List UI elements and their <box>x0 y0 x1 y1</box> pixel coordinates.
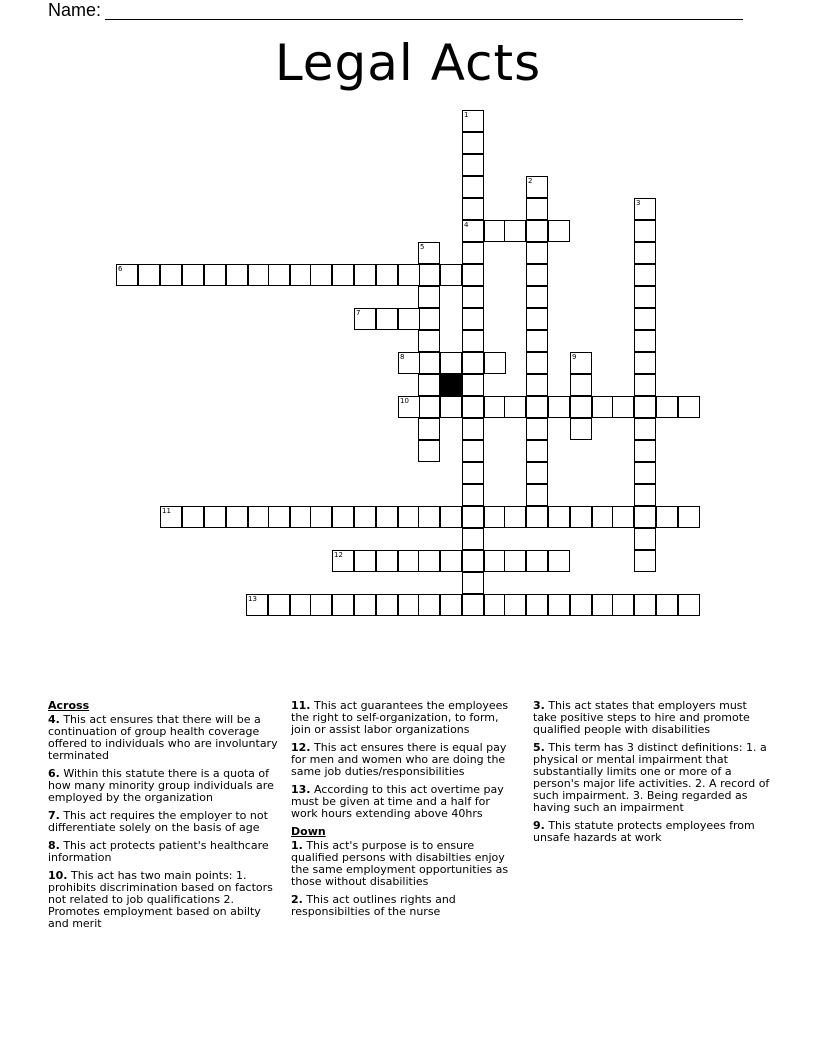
grid-cell[interactable] <box>548 220 570 242</box>
clue-down-5: 5. This term has 3 distinct definitions: 1. a physical or mental impairment that substantially limits one or more of a person's major life activities. 2. A record of such impairment. 3. Being regarded as having such an impairment <box>533 741 770 814</box>
grid-cell[interactable] <box>462 528 484 550</box>
grid-cell[interactable] <box>354 550 376 572</box>
clue-across-11: 11. This act guarantees the employees the right to self-organization, to form, join or assist labor organizations <box>291 699 509 736</box>
grid-cell[interactable] <box>592 506 614 528</box>
grid-cell[interactable] <box>570 594 592 616</box>
grid-cell[interactable] <box>226 506 248 528</box>
grid-cell[interactable] <box>526 462 548 484</box>
grid-cell[interactable] <box>418 594 440 616</box>
grid-cell[interactable] <box>634 528 656 550</box>
grid-cell[interactable] <box>462 132 484 154</box>
grid-cell[interactable] <box>570 418 592 440</box>
clue-number-1: 1 <box>464 111 469 119</box>
clue-number-5: 5 <box>420 243 425 251</box>
clue-across-4: 4. This act ensures that there will be a continuation of group health coverage offered to individuals who are involuntary terminated <box>48 713 278 762</box>
clue-across-13: 13. According to this act overtime pay must be given at time and a half for work hours extending above 40hrs <box>291 783 504 820</box>
page-title: Legal Acts <box>274 34 542 92</box>
grid-cell[interactable] <box>678 506 700 528</box>
grid-cell[interactable] <box>440 506 462 528</box>
grid-cell[interactable] <box>634 352 656 374</box>
grid-cell[interactable] <box>204 506 226 528</box>
grid-cell[interactable] <box>310 594 332 616</box>
grid-cell[interactable] <box>440 264 462 286</box>
grid-cell[interactable] <box>504 220 526 242</box>
grid-cell[interactable] <box>484 506 506 528</box>
clue-number-11: 11 <box>162 507 171 515</box>
grid-cell[interactable] <box>484 594 506 616</box>
grid-cell[interactable] <box>462 198 484 220</box>
grid-cell[interactable] <box>548 396 570 418</box>
grid-cell[interactable] <box>634 440 656 462</box>
grid-cell[interactable] <box>398 308 420 330</box>
grid-cell[interactable] <box>418 550 440 572</box>
grid-cell[interactable] <box>634 396 656 418</box>
grid-cell[interactable] <box>484 220 506 242</box>
grid-cell[interactable] <box>484 396 506 418</box>
grid-cell[interactable] <box>398 506 420 528</box>
grid-cell[interactable] <box>526 242 548 264</box>
grid-cell[interactable] <box>548 550 570 572</box>
grid-cell[interactable] <box>634 550 656 572</box>
grid-cell[interactable] <box>526 396 548 418</box>
grid-cell[interactable] <box>332 506 354 528</box>
grid-cell[interactable] <box>226 264 248 286</box>
grid-cell[interactable] <box>418 396 440 418</box>
grid-cell[interactable] <box>634 264 656 286</box>
grid-cell[interactable] <box>398 264 420 286</box>
grid-cell[interactable] <box>634 286 656 308</box>
grid-cell[interactable] <box>570 396 592 418</box>
clue-number-3: 3 <box>636 199 641 207</box>
grid-cell[interactable] <box>182 506 204 528</box>
grid-cell[interactable] <box>418 264 440 286</box>
grid-cell[interactable] <box>504 594 526 616</box>
grid-cell[interactable] <box>634 462 656 484</box>
grid-cell[interactable] <box>462 154 484 176</box>
clue-down-9: 9. This statute protects employees from unsafe hazards at work <box>533 819 755 844</box>
grid-cell[interactable] <box>290 506 312 528</box>
grid-cell[interactable] <box>462 286 484 308</box>
grid-cell[interactable] <box>376 550 398 572</box>
grid-cell[interactable] <box>418 286 440 308</box>
grid-cell[interactable] <box>440 396 462 418</box>
grid-cell[interactable] <box>462 242 484 264</box>
clue-across-8: 8. This act protects patient's healthcare information <box>48 839 269 864</box>
grid-cell[interactable] <box>504 396 526 418</box>
grid-cell[interactable] <box>440 594 462 616</box>
grid-cell[interactable] <box>462 594 484 616</box>
down-heading: Down <box>291 825 326 838</box>
grid-cell[interactable] <box>440 352 462 374</box>
grid-cell[interactable] <box>526 198 548 220</box>
grid-cell[interactable] <box>634 484 656 506</box>
grid-cell[interactable] <box>290 594 312 616</box>
grid-cell[interactable] <box>634 418 656 440</box>
grid-cell[interactable] <box>462 440 484 462</box>
grid-cell[interactable] <box>634 242 656 264</box>
grid-cell[interactable] <box>248 506 270 528</box>
grid-cell[interactable] <box>634 330 656 352</box>
grid-cell[interactable] <box>592 594 614 616</box>
name-label: Name: <box>48 0 102 20</box>
clue-number-13: 13 <box>248 595 257 603</box>
grid-cell[interactable] <box>656 594 678 616</box>
grid-cell[interactable] <box>268 506 290 528</box>
grid-cell[interactable] <box>592 396 614 418</box>
grid-cell[interactable] <box>612 396 634 418</box>
grid-cell[interactable] <box>268 264 290 286</box>
clue-across-7: 7. This act requires the employer to not differentiate solely on the basis of age <box>48 809 268 834</box>
grid-cell[interactable] <box>548 506 570 528</box>
grid-cell[interactable] <box>462 308 484 330</box>
grid-cell[interactable] <box>526 550 548 572</box>
grid-cell[interactable] <box>678 396 700 418</box>
grid-cell[interactable] <box>462 396 484 418</box>
grid-cell[interactable] <box>462 572 484 594</box>
grid-cell[interactable] <box>332 594 354 616</box>
grid-cell[interactable] <box>634 594 656 616</box>
grid-cell[interactable] <box>504 550 526 572</box>
grid-cell[interactable] <box>138 264 160 286</box>
grid-cell[interactable] <box>526 352 548 374</box>
across-heading: Across <box>48 699 90 712</box>
clue-across-10: 10. This act has two main points: 1. prohibits discrimination based on factors not related to job qualifications 2. Promotes employment based on abilty and merit <box>48 869 273 930</box>
grid-cell[interactable] <box>634 308 656 330</box>
grid-cell[interactable] <box>418 330 440 352</box>
grid-cell[interactable] <box>548 594 570 616</box>
grid-cell[interactable] <box>462 352 484 374</box>
grid-cell[interactable] <box>504 506 526 528</box>
grid-cell[interactable] <box>526 418 548 440</box>
grid-cell[interactable] <box>634 506 656 528</box>
grid-cell[interactable] <box>398 594 420 616</box>
grid-cell[interactable] <box>678 594 700 616</box>
clue-number-12: 12 <box>334 551 343 559</box>
grid-cell[interactable] <box>462 264 484 286</box>
grid-cell[interactable] <box>462 374 484 396</box>
clue-column-1 <box>48 700 280 936</box>
grid-cell[interactable] <box>248 264 270 286</box>
grid-cell[interactable] <box>418 418 440 440</box>
grid-cell[interactable] <box>354 506 376 528</box>
grid-cell[interactable] <box>418 440 440 462</box>
grid-cell[interactable] <box>462 550 484 572</box>
clue-number-2: 2 <box>528 177 533 185</box>
grid-cell[interactable] <box>462 484 484 506</box>
grid-cell[interactable] <box>526 308 548 330</box>
grid-cell[interactable] <box>484 550 506 572</box>
grid-cell[interactable] <box>440 550 462 572</box>
clue-down-2: 2. This act outlines rights and responsibilties of the nurse <box>291 893 456 918</box>
clue-down-1: 1. This act's purpose is to ensure qualified persons with disabilties enjoy the same employment opportunities as those without disabilities <box>291 839 509 888</box>
clue-column-2 <box>291 700 519 924</box>
grid-cell[interactable] <box>418 374 440 396</box>
clue-column-3 <box>533 700 773 850</box>
grid-cell[interactable] <box>462 176 484 198</box>
grid-cell[interactable] <box>376 264 398 286</box>
grid-cell[interactable] <box>526 286 548 308</box>
grid-cell[interactable] <box>526 484 548 506</box>
clue-number-4: 4 <box>464 221 469 229</box>
clue-number-10: 10 <box>400 397 409 405</box>
grid-cell[interactable] <box>526 264 548 286</box>
grid-cell[interactable] <box>332 264 354 286</box>
grid-cell[interactable] <box>418 506 440 528</box>
clue-across-12: 12. This act ensures there is equal pay for men and women who are doing the same job duties/responsibilities <box>291 741 507 778</box>
grid-cell[interactable] <box>526 330 548 352</box>
grid-cell[interactable] <box>376 506 398 528</box>
clue-number-6: 6 <box>118 265 123 273</box>
grid-cell[interactable] <box>160 264 182 286</box>
grid-cell[interactable] <box>376 308 398 330</box>
grid-cell[interactable] <box>656 506 678 528</box>
clue-across-6: 6. Within this statute there is a quota of how many minority group individuals are employed by the organization <box>48 767 274 804</box>
grid-cell[interactable] <box>484 352 506 374</box>
grid-cell[interactable] <box>398 550 420 572</box>
grid-cell[interactable] <box>612 506 634 528</box>
grid-cell[interactable] <box>526 440 548 462</box>
grid-cell[interactable] <box>182 264 204 286</box>
grid-cell[interactable] <box>462 418 484 440</box>
clue-number-9: 9 <box>572 353 577 361</box>
grid-cell[interactable] <box>418 308 440 330</box>
grid-cell[interactable] <box>462 506 484 528</box>
clue-down-3: 3. This act states that employers must take positive steps to hire and promote qualified people with disabilities <box>533 699 750 736</box>
grid-cell[interactable] <box>526 594 548 616</box>
grid-cell[interactable] <box>634 374 656 396</box>
grid-cell[interactable] <box>418 352 440 374</box>
grid-cell[interactable] <box>354 264 376 286</box>
grid-cell[interactable] <box>376 594 398 616</box>
grid-cell[interactable] <box>634 220 656 242</box>
blocked-cell <box>440 374 462 396</box>
grid-cell[interactable] <box>462 462 484 484</box>
grid-cell[interactable] <box>570 374 592 396</box>
clue-number-8: 8 <box>400 353 405 361</box>
grid-cell[interactable] <box>570 506 592 528</box>
grid-cell[interactable] <box>290 264 312 286</box>
grid-cell[interactable] <box>526 374 548 396</box>
grid-cell[interactable] <box>656 396 678 418</box>
grid-cell[interactable] <box>204 264 226 286</box>
grid-cell[interactable] <box>310 506 332 528</box>
grid-cell[interactable] <box>268 594 290 616</box>
grid-cell[interactable] <box>310 264 332 286</box>
grid-cell[interactable] <box>354 594 376 616</box>
grid-cell[interactable] <box>526 506 548 528</box>
grid-cell[interactable] <box>462 330 484 352</box>
grid-cell[interactable] <box>526 220 548 242</box>
clue-number-7: 7 <box>356 309 361 317</box>
grid-cell[interactable] <box>612 594 634 616</box>
